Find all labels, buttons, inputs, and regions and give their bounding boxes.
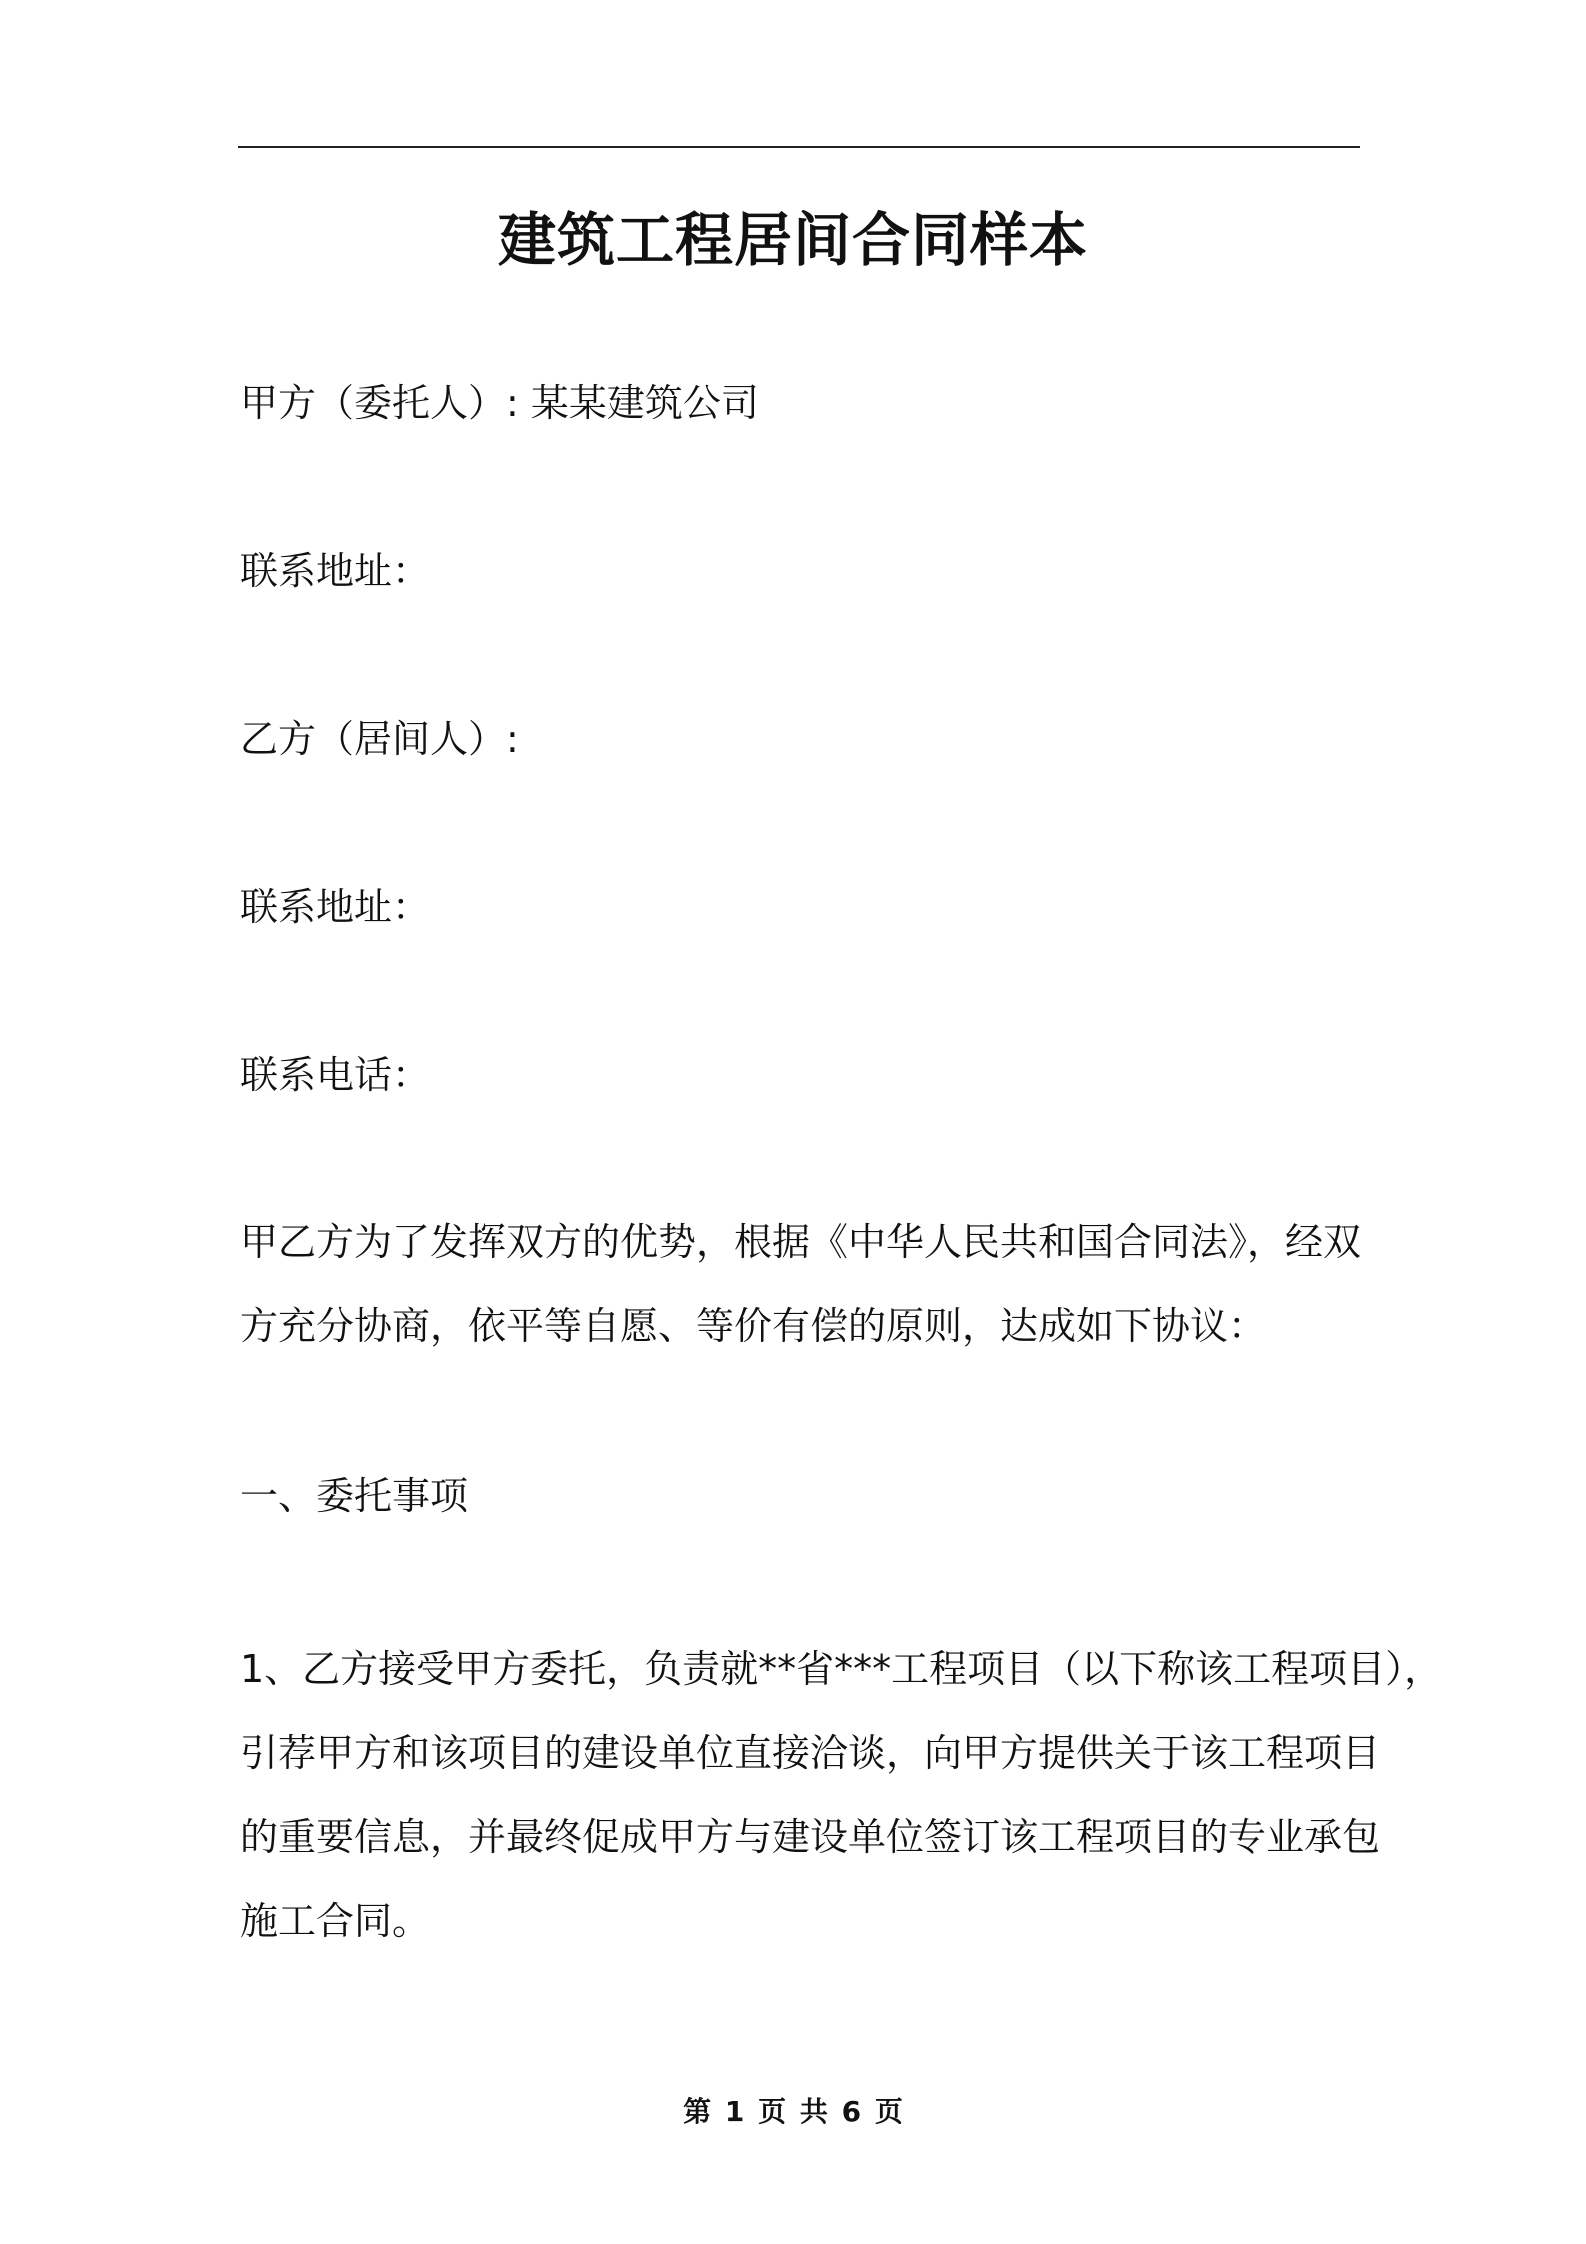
party-b-address-line: 联系地址： <box>240 885 431 929</box>
document-title: 建筑工程居间合同样本 <box>497 206 1088 274</box>
party-a-address-line: 联系地址： <box>240 549 431 593</box>
clause-line: 的重要信息，并最终促成甲方与建设单位签订该工程项目的专业承包 <box>240 1815 1381 1859</box>
clause-line: 施工合同。 <box>240 1899 431 1943</box>
clause-line: 1、乙方接受甲方委托，负责就**省***工程项目（以下称该工程项目）， <box>240 1647 1443 1691</box>
party-a-line: 甲方（委托人）: 某某建筑公司 <box>240 381 759 425</box>
party-b-line: 乙方（居间人）: <box>240 717 519 761</box>
header-rule <box>238 146 1360 148</box>
preamble-line: 方充分协商，依平等自愿、等价有偿的原则，达成如下协议： <box>240 1304 1267 1348</box>
clause-1-paragraph <box>240 1627 1443 1963</box>
page-number-footer: 第 1 页 共 6 页 <box>683 2095 903 2128</box>
preamble-line: 甲乙方为了发挥双方的优势，根据《中华人民共和国合同法》，经双 <box>240 1220 1362 1264</box>
section-heading: 一、委托事项 <box>240 1474 469 1518</box>
preamble-paragraph <box>240 1200 1380 1368</box>
clause-line: 引荐甲方和该项目的建设单位直接洽谈，向甲方提供关于该工程项目 <box>240 1731 1381 1775</box>
phone-line: 联系电话： <box>240 1053 431 1097</box>
